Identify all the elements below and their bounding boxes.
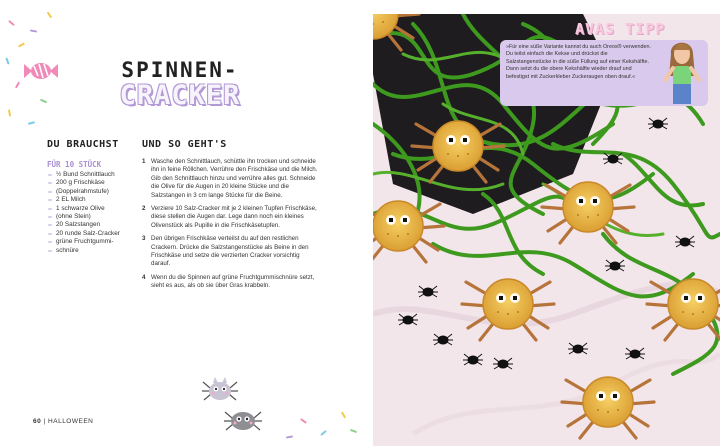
page-footer: 60 | HALLOWEEN <box>33 418 94 425</box>
step-text: Wasche den Schnittlauch, schüttle ihn trocken und schneide ihn in feine Röllchen. Verrühre den Frischkäse und die Milch. Gib den Schnittlauch hinzu und verrühre alles gut. Schneide die Olive für die Augen in 20 kleine Stücke und die Salzstangen in 3 cm lange Stücke für die Beine. <box>151 158 318 199</box>
instructions-heading: UND SO GEHT'S <box>142 139 227 150</box>
ingredient-item: ½ Bund Schnittlauch <box>47 171 137 179</box>
ingredient-item: 2 EL Milch <box>47 196 137 204</box>
ava-portrait <box>659 36 705 106</box>
ingredient-item: 20 Salzstangen <box>47 221 137 229</box>
ingredient-item: 20 runde Salz-Cracker <box>47 230 137 238</box>
ingredient-list <box>47 171 137 255</box>
recipe-title-line1: SPINNEN- <box>121 58 239 82</box>
tip-title: AVAS TIPP <box>575 20 666 38</box>
ingredient-item-continued: schnüre <box>47 247 137 255</box>
step-number: 1 <box>142 158 146 165</box>
ingredients-heading: DU BRAUCHST <box>47 139 119 150</box>
instruction-step <box>142 205 318 230</box>
spider-illustration <box>222 402 264 436</box>
ingredient-item-continued: (Doppelrahmstufe) <box>47 188 137 196</box>
page-number: 60 <box>33 418 42 425</box>
ingredient-item: 200 g Frischkäse <box>47 179 137 187</box>
ingredient-item-continued: (ohne Stein) <box>47 213 137 221</box>
step-text: Den übrigen Frischkäse verteilst du auf den restlichen Crackern. Drücke die Salzstangenstücke als Beine in den Frischkäse und setze die verzierten Cracker vorsichtig darauf. <box>151 235 309 268</box>
section-name: HALLOWEEN <box>48 418 94 425</box>
ingredient-item: 1 schwarze Olive <box>47 205 137 213</box>
step-text: Verziere 10 Salz-Cracker mit je 2 kleinen Tupfen Frischkäse, diese stellen die Augen dar. Lege dann noch ein kleines Olivenstück als Pupille in die Frischkäsetupfen. <box>151 205 317 229</box>
step-number: 4 <box>142 273 146 281</box>
tip-text: »Für eine süße Variante kannst du auch Oreos® verwenden. Du teilst einfach die Kekse und drückst die Salzstangenstücke in die süße Füllung auf einer Kekshälfte. Dann setzt du die obere Kekshälfte wieder drauf und befestigst mit Zuckerkleber Zuckeraugen oben drauf.« <box>506 44 652 80</box>
yield-label: FÜR 10 STÜCK <box>47 160 102 169</box>
step-number: 2 <box>142 205 146 213</box>
spider-illustration <box>200 372 240 406</box>
step-text: Wenn du die Spinnen auf grüne Fruchtgummischnüre setzt, sieht es aus, als ob sie über Gras krabbeln. <box>151 273 315 290</box>
ingredient-item: grüne Fruchtgummi- <box>47 238 137 246</box>
instruction-step <box>142 235 318 269</box>
step-number: 3 <box>142 235 146 243</box>
recipe-title-line2: CRACKER <box>119 80 241 111</box>
instruction-step <box>142 274 318 291</box>
instruction-steps <box>142 158 318 296</box>
instruction-step <box>142 158 318 200</box>
